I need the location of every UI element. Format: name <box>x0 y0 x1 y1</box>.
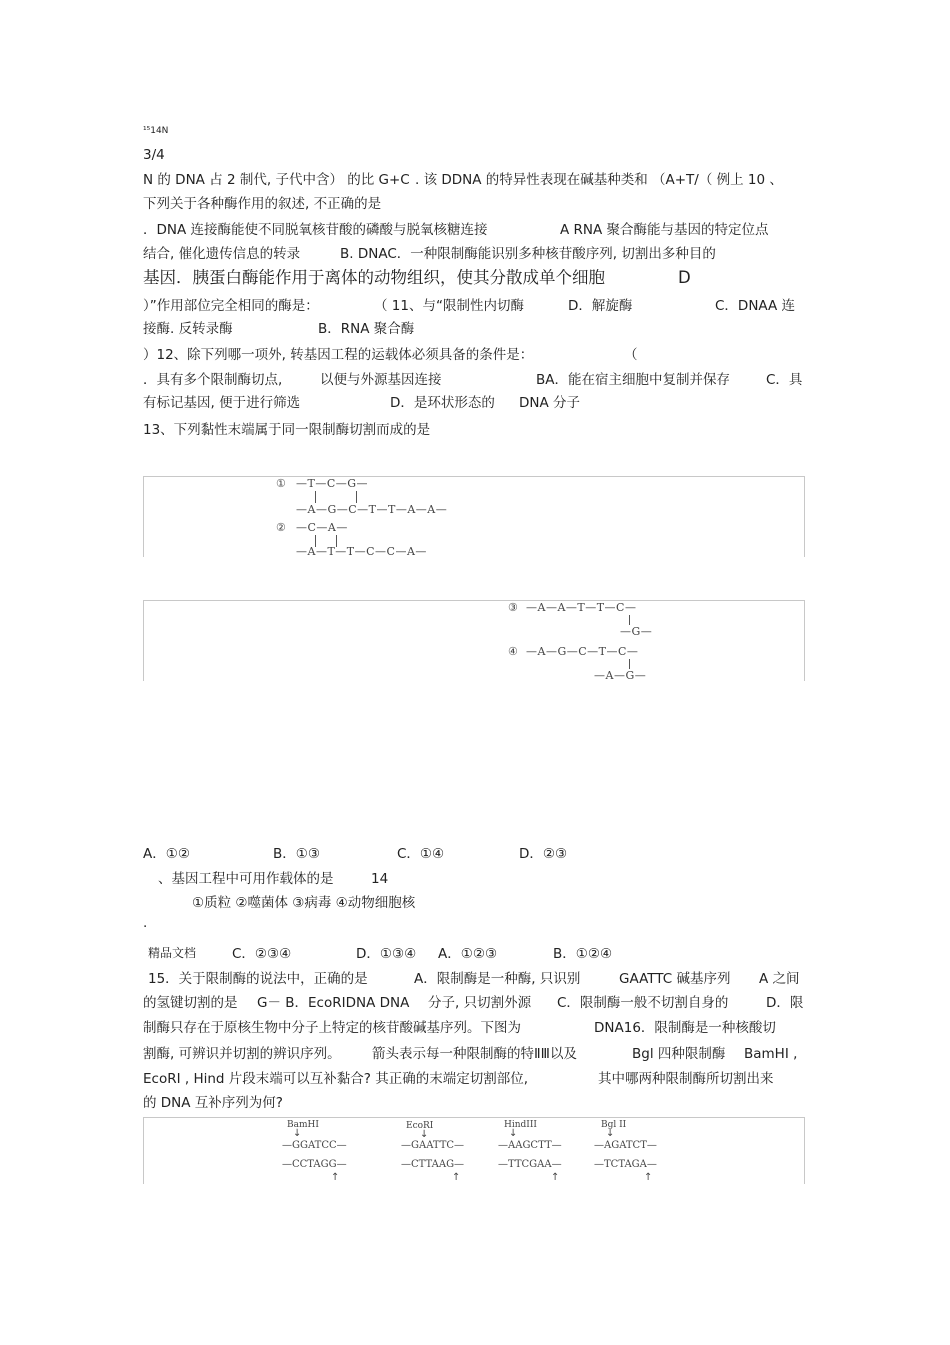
sticky-end-3-top-strand: —A—A—T—T—C— <box>526 601 637 614</box>
option-rna-polymerase: A RNA 聚合酶能与基因的特定位点 <box>560 222 769 238</box>
text-line-11c: BA．能在宿主细胞中复制并保存 <box>536 372 730 388</box>
option-helicase: D．解旋酶 <box>568 298 633 314</box>
enzyme-top-strand-hindiii: —AAGCTT— <box>498 1140 562 1151</box>
cut-arrow-up: ↑ <box>331 1172 340 1183</box>
enzyme-bottom-strand-bglii: —TCTAGA— <box>594 1159 657 1170</box>
base-pair-bond <box>315 491 316 503</box>
cut-arrow-up: ↑ <box>551 1172 560 1183</box>
enzyme-top-strand-ecori: —GAATTC— <box>401 1140 465 1151</box>
question-14-number: 14 <box>371 871 389 887</box>
sticky-end-4-top-strand: —A—G—C—T—C— <box>526 645 639 658</box>
enzyme-bottom-strand-bamhi: —CCTAGG— <box>282 1159 347 1170</box>
q15-option-a: A．限制酶是一种酶, 只识别 <box>414 971 581 987</box>
text-line-18b: 箭头表示每一种限制酶的特ⅡⅢ以及 <box>372 1046 577 1062</box>
cut-arrow-down: ↓ <box>509 1128 518 1139</box>
q14-option-c: C．②③④ <box>232 946 292 962</box>
text-line-9a: 接酶. 反转录酶 <box>143 321 233 337</box>
sticky-end-1-label: ① <box>276 477 287 490</box>
text-line-3b: . 该 DDNA 的特异性表现在碱基种类和 <box>415 172 648 188</box>
text-line-18c: Bgl 四种限制酶 <box>632 1046 726 1062</box>
text-line-11d: C．具 <box>766 372 803 388</box>
q14-option-b: B．①②④ <box>553 946 613 962</box>
text-line-9b: B．RNA 聚合酶 <box>318 321 415 337</box>
cut-arrow-down: ↓ <box>293 1128 302 1139</box>
sticky-end-3-label: ③ <box>508 601 519 614</box>
enzyme-bottom-strand-ecori: —CTTAAG— <box>401 1159 465 1170</box>
enzyme-name-ecori: EcoRI <box>406 1121 434 1131</box>
text-line-12c: DNA 分子 <box>519 395 581 411</box>
q14-option-a: A．①②③ <box>438 946 498 962</box>
question-11-stem: （ 11、与“限制性内切酶 <box>374 298 524 314</box>
text-line-20: 的 DNA 互补序列为何? <box>143 1095 283 1111</box>
text-line-18d: BamHI , <box>744 1046 798 1062</box>
question-10-stem: 下列关于各种酶作用的叙述, 不正确的是 <box>143 196 382 212</box>
text-line-16b: G－ B．EcoRIDNA DNA <box>257 995 410 1011</box>
option-d: D．②③ <box>519 846 568 862</box>
text-line-18a: 割酶, 可辨识并切割的辨识序列。 <box>143 1046 341 1062</box>
sticky-end-2-bottom-strand: —A—T—T—C—C—A— <box>296 545 427 558</box>
text-line-12b: D．是环状形态的 <box>390 395 495 411</box>
text-line-16a: 的氢键切割的是 <box>143 995 238 1011</box>
q14-option-d: D．①③④ <box>356 946 417 962</box>
cut-arrow-up: ↑ <box>644 1172 653 1183</box>
text-line-12a: 有标记基因, 便于进行筛选 <box>143 395 301 411</box>
option-dna-ligase: ．DNA 连接酶能使不同脱氧核苷酸的磷酸与脱氧核糖连接 <box>143 222 488 238</box>
sticky-end-1-top-strand: —T—C—G— <box>296 477 369 490</box>
question-14-items: ①质粒 ②噬菌体 ③病毒 ④动物细胞核 <box>192 895 416 911</box>
answer-d-letter: D <box>678 268 691 287</box>
base-pair-bond <box>356 491 357 503</box>
sticky-end-2-top-strand: —C—A— <box>296 521 348 534</box>
text-line-19b: 其中哪两种限制酶所切割出来 <box>598 1071 774 1087</box>
watermark-text: 精品文档 <box>148 946 197 960</box>
enzyme-top-strand-bamhi: —GGATCC— <box>282 1140 347 1151</box>
question-15-stem: 15．关于限制酶的说法中，正确的是 <box>148 971 368 987</box>
option-a: A．①② <box>143 846 190 862</box>
text-line-11a: ．具有多个限制酶切点, <box>143 372 283 388</box>
paren-open: （ <box>624 347 638 363</box>
option-dnaa: C．DNAA 连 <box>715 298 796 314</box>
cut-arrow-down: ↓ <box>606 1128 615 1139</box>
question-16-stem: DNA16．限制酶是一种核酸切 <box>594 1020 776 1036</box>
text-line-19a: EcoRI , Hind 片段末端可以互补黏合? 其正确的末端定切割部位, <box>143 1071 529 1087</box>
text-line-3c: （A+T/（ 例上 10 、 <box>652 172 783 188</box>
sticky-end-figure-2 <box>143 600 805 681</box>
cut-arrow-up: ↑ <box>452 1172 461 1183</box>
option-c: C．①④ <box>397 846 445 862</box>
base-pair-bond <box>629 659 630 669</box>
text-line-8a: ）”作用部位完全相同的酶是： <box>143 298 319 314</box>
text-line-11b: 以便与外源基因连接 <box>320 372 442 388</box>
text-line-7: 基因．胰蛋白酶能作用于离体的动物组织，使其分散成单个细胞 <box>143 268 605 287</box>
text-line-16c: 分子, 只切割外源 <box>428 995 532 1011</box>
fraction-text: 3/4 <box>143 147 165 163</box>
text-line-6b: B. DNAC．一种限制酶能识别多种核苷酸序列, 切割出多种目的 <box>340 246 716 262</box>
text-line-17a: 制酶只存在于原核生物中分子上特定的核苷酸碱基序列。下图为 <box>143 1020 521 1036</box>
enzyme-name-bamhi: BamHI <box>287 1120 319 1130</box>
enzyme-bottom-strand-hindiii: —TTCGAA— <box>498 1159 562 1170</box>
text-line-16d: C．限制酶一般不切割自身的 <box>557 995 729 1011</box>
q15-option-a-end: A 之间 <box>759 971 800 987</box>
sticky-end-1-bottom-strand: —A—G—C—T—T—A—A— <box>296 503 448 516</box>
cut-arrow-down: ↓ <box>420 1129 429 1140</box>
question-12-stem: ）12、除下列哪一项外, 转基因工程的运载体必须具备的条件是： <box>143 347 534 363</box>
enzyme-name-hindiii: HindIII <box>504 1120 537 1130</box>
dot-mark: · <box>143 919 148 935</box>
option-b: B．①③ <box>273 846 320 862</box>
enzyme-top-strand-bglii: —AGATCT— <box>594 1140 657 1151</box>
text-line-16e: D．限 <box>766 995 804 1011</box>
isotope-label: ¹⁵14N <box>143 126 169 136</box>
restriction-enzyme-figure <box>143 1117 805 1184</box>
base-pair-bond <box>629 615 630 625</box>
sticky-end-4-bottom-strand: —A—G— <box>594 669 647 682</box>
text-line-6a: 结合, 催化遗传信息的转录 <box>143 246 301 262</box>
sticky-end-figure-1 <box>143 476 805 557</box>
sticky-end-2-label: ② <box>276 521 287 534</box>
question-13-stem: 13、下列黏性末端属于同一限制酶切割而成的是 <box>143 422 431 438</box>
sticky-end-4-label: ④ <box>508 645 519 658</box>
enzyme-name-bglii: Bgl II <box>601 1120 627 1130</box>
text-line-3a: N 的 DNA 占 2 制代, 子代中含） 的比 G+C <box>143 172 410 188</box>
question-14-stem: 、基因工程中可用作载体的是 <box>158 871 334 887</box>
q15-option-a-seq: GAATTC 碱基序列 <box>619 971 731 987</box>
sticky-end-3-bottom-strand: —G— <box>620 625 653 638</box>
